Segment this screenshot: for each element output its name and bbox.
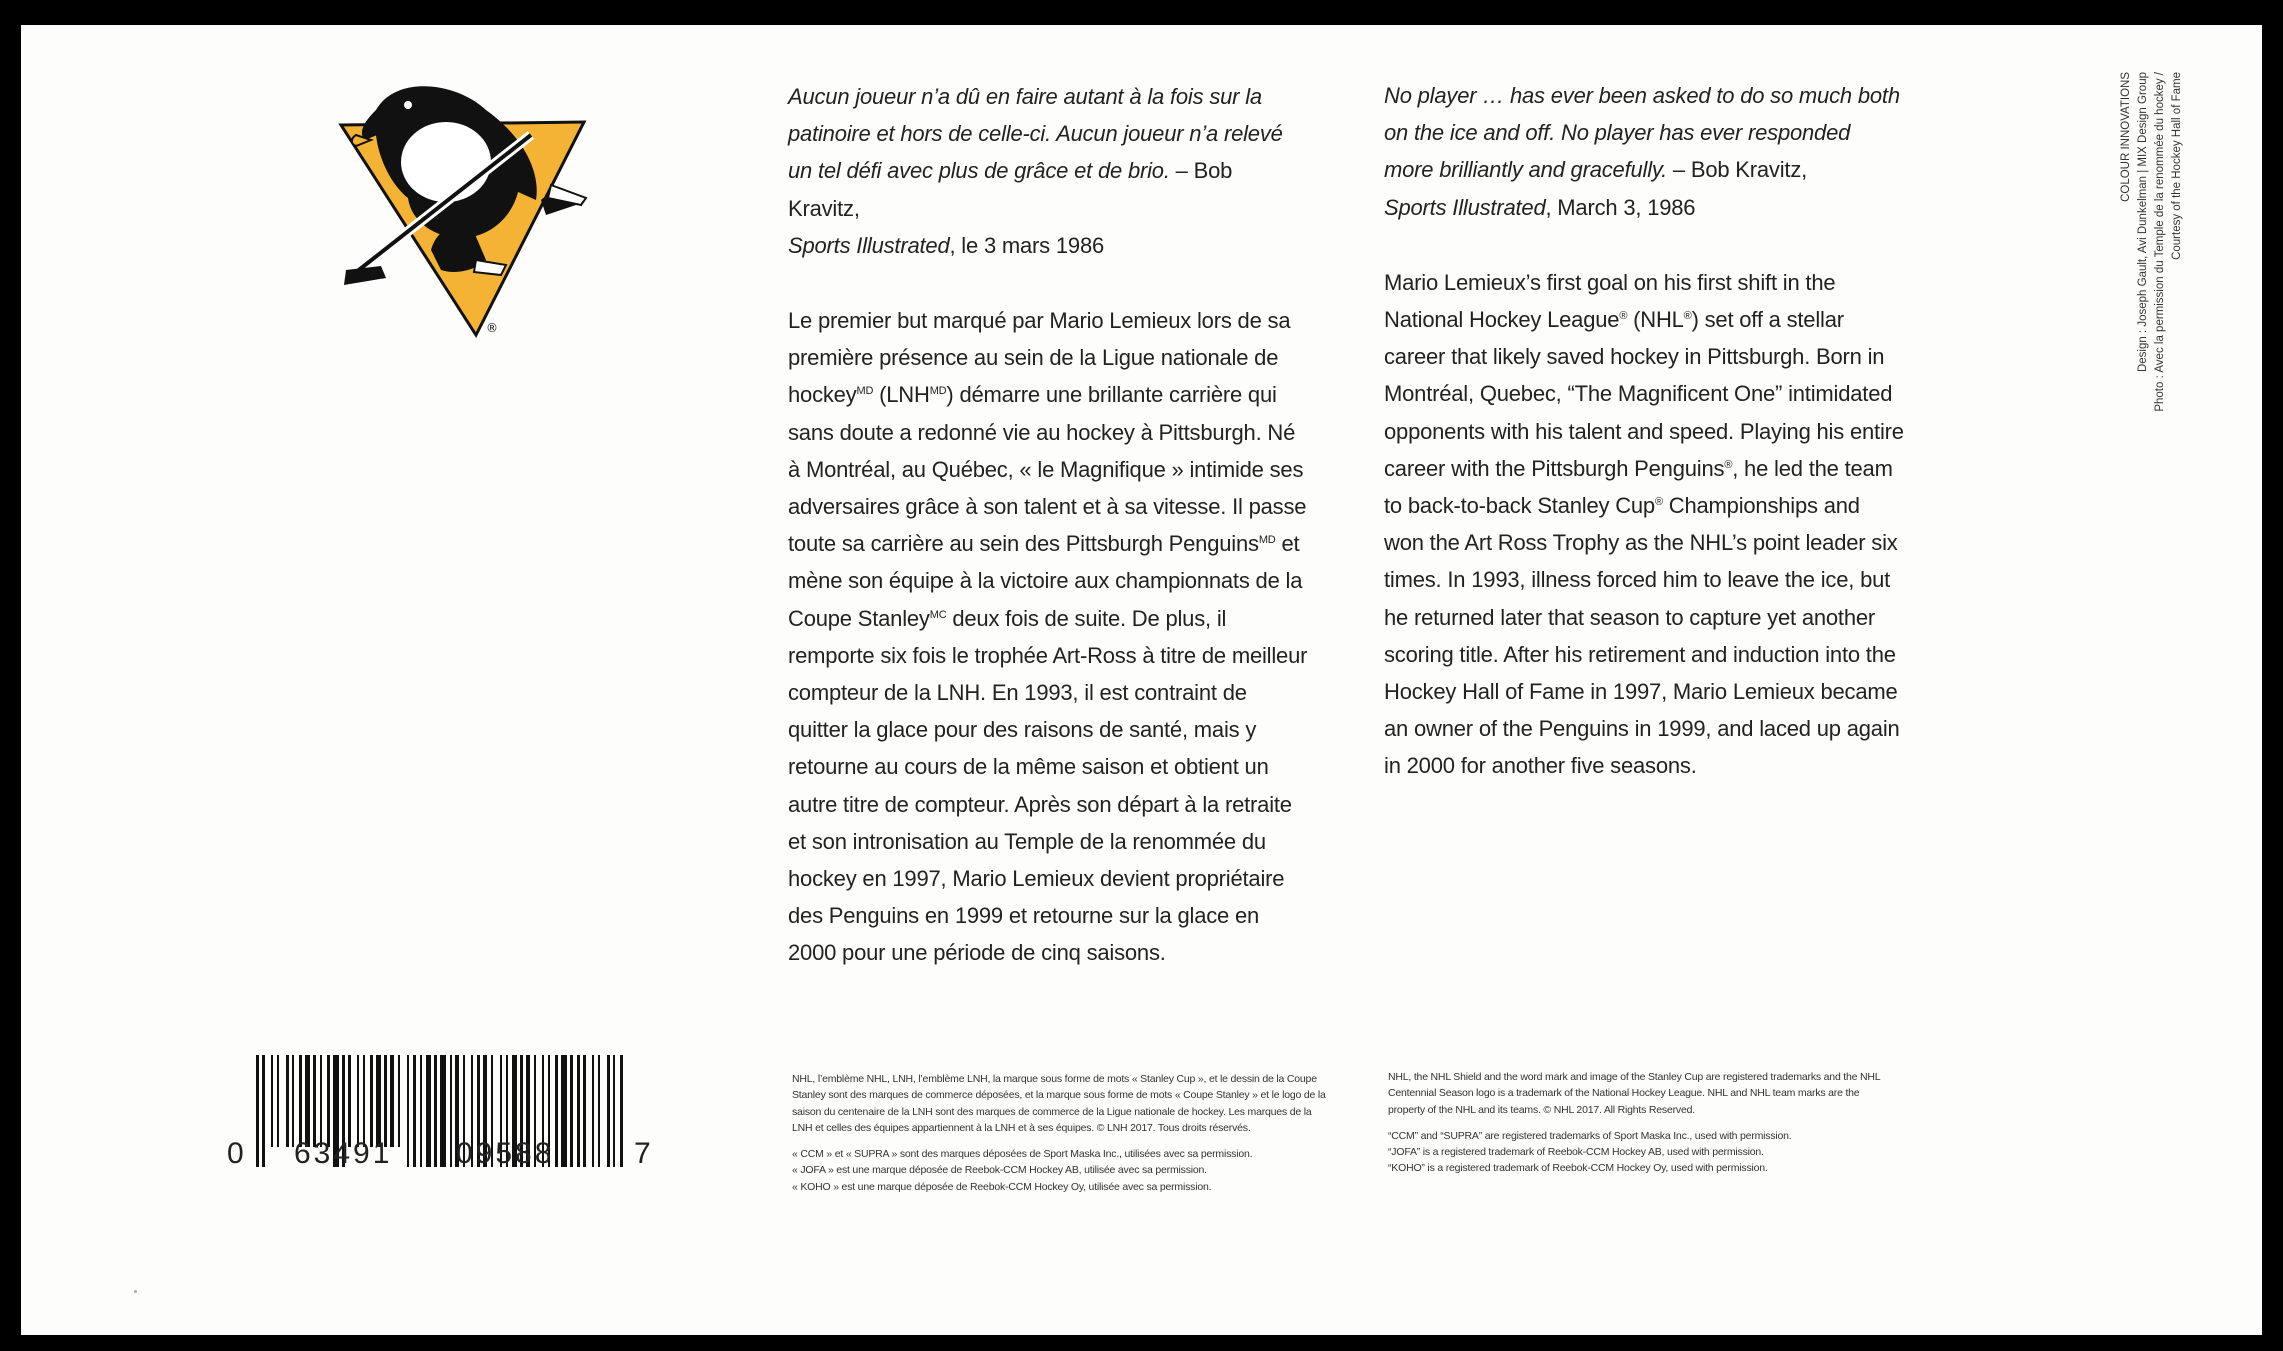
barcode-bar: [370, 1055, 373, 1147]
english-body-text: , he led the team to back-to-back Stanley Cup: [1384, 455, 1893, 519]
upc-barcode: [224, 1055, 664, 1170]
barcode-bar: [327, 1055, 330, 1147]
english-legal-notice: [1388, 1069, 1888, 1177]
french-quote-attribution: – Bob Kravitz,: [788, 158, 1233, 221]
english-text-column: [1384, 77, 1904, 785]
barcode-bar: [320, 1055, 322, 1147]
barcode-digits-right: 09588: [456, 1137, 555, 1170]
credits-line: COLOUR INNOVATIONS: [2120, 72, 2132, 202]
barcode-bar: [299, 1055, 302, 1147]
barcode-bar: [384, 1055, 387, 1147]
legal-paragraph: “CCM” and “SUPRA” are registered trademarks of Sport Maska Inc., used with permission.: [1388, 1129, 1792, 1142]
english-trademark-mark: ®: [1654, 496, 1663, 509]
paper-speck: [134, 1290, 137, 1293]
credits-line: Courtesy of the Hockey Hall of Fame: [2171, 72, 2183, 260]
barcode-bar: [390, 1055, 394, 1147]
barcode-bar: [434, 1055, 437, 1167]
barcode-bar: [555, 1055, 558, 1167]
barcode-bar: [277, 1055, 279, 1147]
french-text-column: [788, 78, 1308, 972]
barcode-bar: [613, 1055, 615, 1167]
barcode-bar: [561, 1055, 567, 1167]
barcode-bar: [348, 1055, 351, 1147]
french-body-text: ) démarre une brillante carrière qui sans doute a redonné vie au hockey à Pittsburgh. Né à Montréal, au Québec, « le Magnifique » intimide ses adversaires grâce à son talent et à sa vitesse. Il passe toute sa carrière au sein des Pittsburgh Penguins: [788, 382, 1307, 557]
french-trademark-mark: MD: [1258, 534, 1276, 547]
barcode-bar: [426, 1055, 431, 1167]
barcode-bar: [256, 1055, 259, 1167]
barcode-bar: [598, 1055, 600, 1167]
barcode-bar: [357, 1055, 359, 1147]
legal-paragraph: « KOHO » est une marque déposée de Reebok-CCM Hockey Oy, utilisée avec sa permission.: [792, 1180, 1212, 1193]
barcode-digits-left: 63491: [294, 1137, 393, 1170]
french-quote-source: Sports Illustrated: [788, 232, 950, 258]
french-trademark-mark: MD: [929, 385, 947, 398]
barcode-bar: [271, 1055, 273, 1147]
barcode-bar: [376, 1055, 381, 1147]
barcode-bar: [450, 1055, 452, 1167]
barcode-digit-trail: 7: [634, 1137, 651, 1170]
english-quote-text: No player … has ever been asked to do so much both on the ice and off. No player has ever responded more brilliantly and gracefully.: [1384, 83, 1900, 183]
barcode-digit-lead: 0: [227, 1137, 244, 1170]
logo-penguin-belly: [401, 122, 491, 202]
credits-line: Design : Joseph Gault, Avi Dunkelman | MIX Design Group: [2137, 72, 2149, 373]
english-trademark-mark: ®: [1724, 458, 1733, 471]
barcode-bar: [407, 1055, 409, 1167]
french-quote-text: Aucun joueur n’a dû en faire autant à la fois sur la patinoire et hors de celle-ci. Aucun joueur n’a relevé un tel défi avec plus de grâce et de brio.: [788, 84, 1283, 184]
french-body-paragraph: [788, 302, 1308, 972]
barcode-bar: [570, 1055, 573, 1167]
barcode-bar: [583, 1055, 586, 1167]
english-body-text: ) set off a stellar career that likely saved hockey in Pittsburgh. Born in Montréal, Quebec, “The Magnificent One” intimidated opponents with his talent and speed. Playing his entire career with the Pittsburgh Penguins: [1384, 307, 1904, 481]
barcode-bar: [440, 1055, 446, 1167]
barcode-bar: [607, 1055, 610, 1167]
english-body-text: (NHL: [1627, 307, 1684, 333]
legal-paragraph: NHL, l’emblème NHL, LNH, l’emblème LNH, la marque sous forme de mots « Stanley Cup », et le dessin de la Coupe Stanley sont des marques de commerce déposées, et la marque sous forme de mots « Coupe Stanley » et le logo de la saison du centenaire de la LNH sont des marques de commerce de la Ligue nationale de hockey. Les marques de la LNH et celles des équipes appartiennent à la LNH et à ses équipes. © LNH 2017. Tous droits réservés.: [792, 1073, 1326, 1134]
barcode-bar: [313, 1055, 316, 1147]
english-body-text: Championships and won the Art Ross Trophy as the NHL’s point leader six times. In 1993, illness forced him to leave the ice, but he returned later that season to capture yet another scoring title. After his retirement and induction into the Hockey Hall of Fame in 1997, Mario Lemieux became an owner of the Penguins in 1999, and laced up again in 2000 for another five seasons.: [1384, 493, 1900, 779]
english-quote-source: Sports Illustrated: [1384, 194, 1546, 220]
barcode-bar: [592, 1055, 594, 1167]
barcode-bar: [620, 1055, 623, 1167]
english-quote-attribution: – Bob Kravitz,: [1666, 157, 1808, 183]
english-quote: [1384, 77, 1904, 226]
legal-paragraph: “KOHO” is a registered trademark of Reebok-CCM Hockey Oy, used with permission.: [1388, 1162, 1768, 1175]
barcode-bar: [305, 1055, 310, 1147]
french-legal-notice: [792, 1071, 1328, 1195]
barcode-bar: [363, 1055, 365, 1147]
english-quote-date: , March 3, 1986: [1545, 194, 1696, 220]
legal-paragraph: NHL, the NHL Shield and the word mark and image of the Stanley Cup are registered trademarks and the NHL Centennial Season logo is a trademark of the National Hockey League. NHL and NHL team marks are the property of the NHL and its teams. © NHL 2017. All Rights Reserved.: [1388, 1071, 1881, 1116]
french-trademark-mark: MC: [929, 608, 947, 621]
barcode-bar: [413, 1055, 416, 1167]
barcode-bar: [292, 1055, 294, 1147]
barcode-bar: [420, 1055, 422, 1167]
credits-line: Photo : Avec la permission du Temple de la renommée du hockey /: [2154, 72, 2166, 412]
logo-registered-mark: ®: [486, 321, 498, 335]
pittsburgh-penguins-logo: [336, 80, 616, 342]
barcode-bar: [286, 1055, 289, 1147]
legal-paragraph: « JOFA » est une marque déposée de Reebok-CCM Hockey AB, utilisée avec sa permission.: [792, 1164, 1207, 1177]
legal-paragraph: “JOFA” is a registered trademark of Reebok-CCM Hockey AB, used with permission.: [1388, 1146, 1764, 1159]
english-body-text: Mario Lemieux’s first goal on his first shift in the National Hockey League: [1384, 269, 1836, 333]
french-quote-date: , le 3 mars 1986: [949, 232, 1105, 258]
barcode-bar: [398, 1055, 400, 1147]
barcode-bar: [577, 1055, 580, 1167]
french-quote: [788, 78, 1308, 264]
french-body-text: (LNH: [873, 382, 930, 408]
design-credits: [2118, 72, 2188, 452]
english-body-paragraph: [1384, 264, 1904, 785]
english-trademark-mark: ®: [1683, 310, 1692, 323]
french-body-text: et mène son équipe à la victoire aux championnats de la Coupe Stanley: [788, 531, 1303, 631]
french-trademark-mark: MD: [856, 385, 874, 398]
english-trademark-mark: ®: [1619, 310, 1628, 323]
french-body-text: Le premier but marqué par Mario Lemieux lors de sa première présence au sein de la Ligue nationale de hockey: [788, 308, 1291, 408]
legal-paragraph: « CCM » et « SUPRA » sont des marques déposées de Sport Maska Inc., utilisées avec sa permission.: [792, 1148, 1253, 1161]
barcode-bar: [262, 1055, 265, 1167]
french-body-text: deux fois de suite. De plus, il remporte six fois le trophée Art-Ross à titre de meilleur compteur de la LNH. En 1993, il est contraint de quitter la glace pour des raisons de santé, mais y retourne au cours de la même saison et obtient un autre titre de compteur. Après son départ à la retraite et son intronisation au Temple de la renommée du hockey en 1997, Mario Lemieux devient propriétaire des Penguins en 1999 et retourne sur la glace en 2000 pour une période de cinq saisons.: [788, 605, 1308, 966]
